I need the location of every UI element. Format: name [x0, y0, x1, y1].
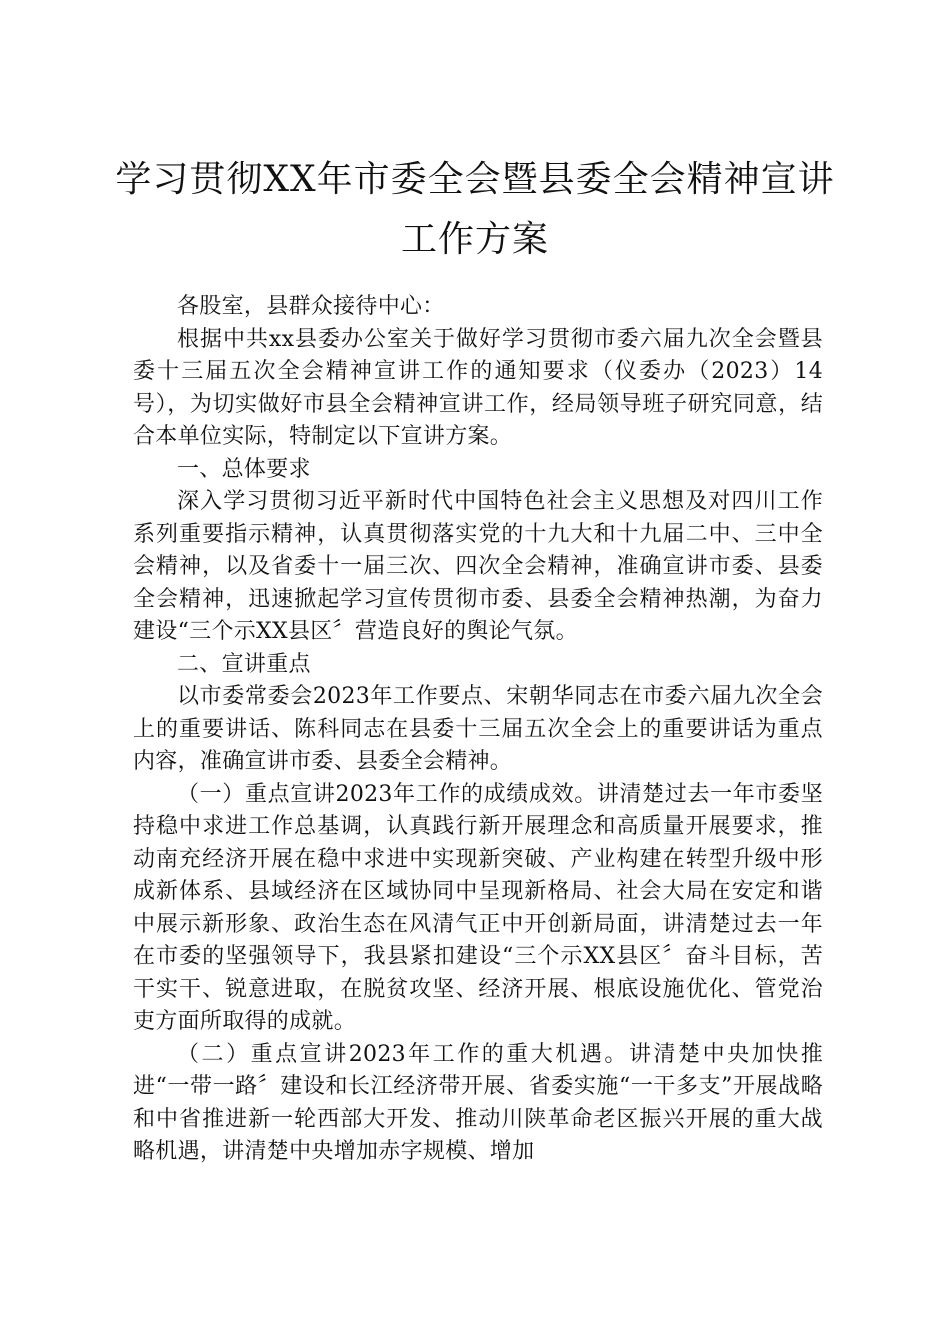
paragraph-item-2: （二）重点宣讲2023年工作的重大机遇。讲清楚中央加快推进“一带一路〞建设和长江经济带开展、省委实施“一干多支”开展战略和中省推进新一轮西部大开发、推动川陕革命老区振兴开展的重大战略机遇，讲清楚中央增加赤字规模、增加 — [133, 1041, 823, 1164]
paragraph-key-points: 以市委常委会2023年工作要点、宋朝华同志在市委六届九次全会上的重要讲话、陈科同志在县委十三届五次全会上的重要讲话为重点内容，准确宣讲市委、县委全会精神。 — [133, 684, 823, 774]
document-body — [133, 291, 823, 1169]
paragraph-general-requirements: 深入学习贯彻习近平新时代中国特色社会主义思想及对四川工作系列重要指示精神，认真贯彻落实党的十九大和十九届二中、三中全会精神，以及省委十一届三次、四次全会精神，准确宣讲市委、县委全会精神，迅速掀起学习宣传贯彻市委、县委全会精神热潮，为奋力建设“三个示XX县区〞营造良好的舆论气氛。 — [133, 489, 823, 644]
salutation: 各股室，县群众接待中心： — [177, 294, 445, 319]
document-title-line-1: 学习贯彻XX年市委全会暨县委全会精神宣讲 — [115, 159, 835, 200]
section-heading-key-points: 二、宣讲重点 — [177, 651, 311, 677]
section-heading-general-requirements: 一、总体要求 — [177, 456, 311, 482]
paragraph-intro: 根据中共xx县委办公室关于做好学习贯彻市委六届九次全会暨县委十三届五次全会精神宣讲工作的通知要求（仪委办（2023）14号），为切实做好市县全会精神宣讲工作，经局领导班子研究同意，结合本单位实际，特制定以下宣讲方案。 — [133, 326, 823, 449]
paragraph-item-1: （一）重点宣讲2023年工作的成绩成效。讲清楚过去一年市委坚持稳中求进工作总基调，认真践行新开展理念和高质量开展要求，推动南充经济开展在稳中求进中实现新突破、产业构建在转型升级中形成新体系、县域经济在区域协同中呈现新格局、社会大局在安定和谐中展示新形象、政治生态在风清气正中开创新局面，讲清楚过去一年在市委的坚强领导下，我县紧扣建设“三个示XX县区〞奋斗目标，苦干实干、锐意进取，在脱贫攻坚、经济开展、根底设施优化、管党治吏方面所取得的成就。 — [133, 781, 823, 1034]
document-title-line-2: 工作方案 — [400, 219, 549, 260]
